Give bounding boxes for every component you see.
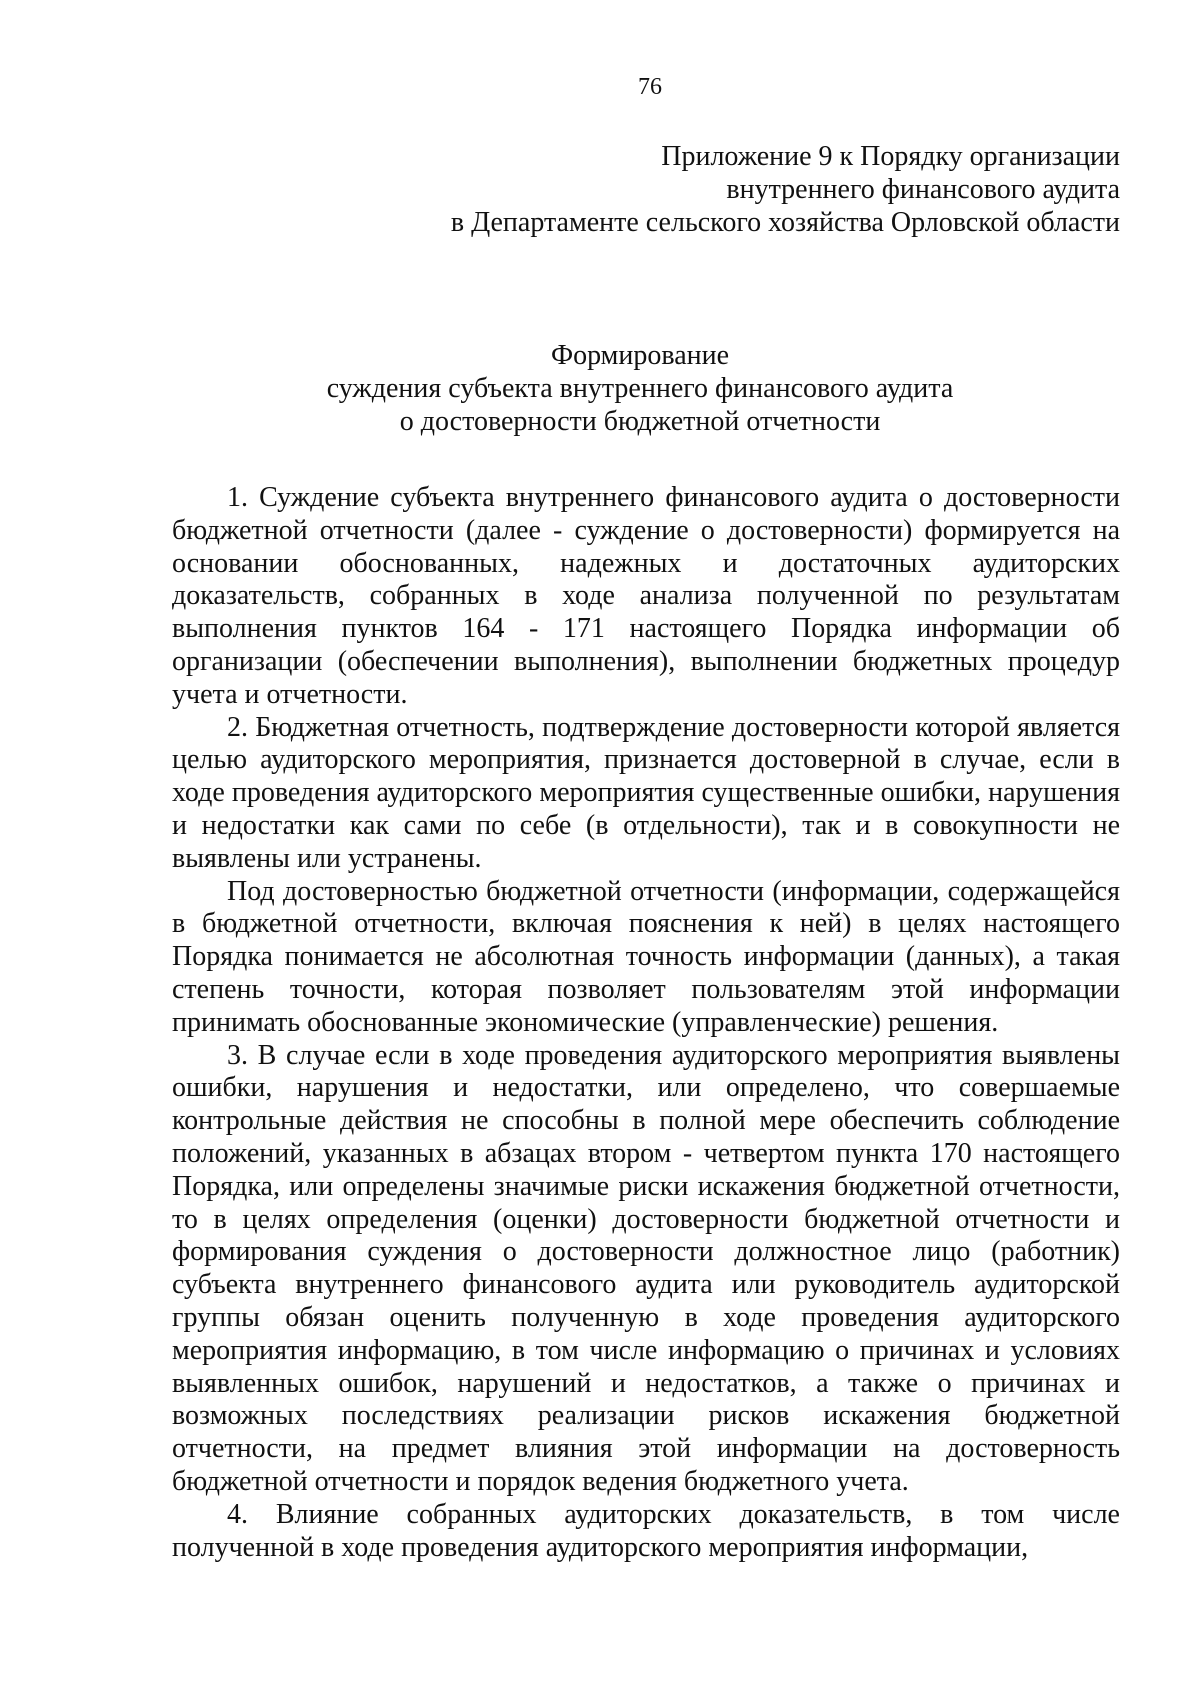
appendix-line: внутреннего финансового аудита [726,174,1120,205]
document-title [160,339,1120,438]
paragraph-2: 2. Бюджетная отчетность, подтверждение достоверности которой является целью аудиторского мероприятия, признается достоверной в случае, если в ходе проведения аудиторского мероприятия существенные ошибки, нарушения и недостатки как сами по себе (в отдельности), так и в совокупности не выявлены или устранены. [172,711,1120,874]
appendix-line: Приложение 9 к Порядку организации [661,141,1120,172]
document-body [172,482,1120,1564]
title-line: суждения субъекта внутреннего финансового аудита [326,373,954,404]
paragraph-5: 4. Влияние собранных аудиторских доказательств, в том числе полученной в ходе проведения аудиторского мероприятия информации, [172,1498,1120,1563]
title-line: о достоверности бюджетной отчетности [399,406,881,437]
appendix-line: в Департаменте сельского хозяйства Орловской области [450,207,1120,238]
page-number: 76 [638,74,662,100]
paragraph-4: 3. В случае если в ходе проведения аудиторского мероприятия выявлены ошибки, нарушения и недостатки, или определено, что совершаемые контрольные действия не способны в полной мере обеспечить соблюдение положений, указанных в абзацах втором - четвертом пункта 170 настоящего Порядка, или определены значимые риски искажения бюджетной отчетности, то в целях определения (оценки) достоверности бюджетной отчетности и формирования суждения о достоверности должностное лицо (работник) субъекта внутреннего финансового аудита или руководитель аудиторской группы обязан оценить полученную в ходе проведения аудиторского мероприятия информацию, в том числе информацию о причинах и условиях выявленных ошибок, нарушений и недостатков, а также о причинах и возможных последствиях реализации рисков искажения бюджетной отчетности, на предмет влияния этой информации на достоверность бюджетной отчетности и порядок ведения бюджетного учета. [172,1039,1120,1497]
paragraph-3: Под достоверностью бюджетной отчетности (информации, содержащейся в бюджетной отчетности, включая пояснения к ней) в целях настоящего Порядка понимается не абсолютная точность информации (данных), а такая степень точности, которая позволяет пользователям этой информации принимать обоснованные экономические (управленческие) решения. [172,875,1120,1038]
paragraph-1: 1. Суждение субъекта внутреннего финансового аудита о достоверности бюджетной отчетности (далее - суждение о достоверности) формируется на основании обоснованных, надежных и достаточных аудиторских доказательств, собранных в ходе анализа полученной по результатам выполнения пунктов 164 - 171 настоящего Порядка информации об организации (обеспечении выполнения), выполнении бюджетных процедур учета и отчетности. [172,482,1120,710]
appendix-header [400,140,1120,239]
title-line: Формирование [550,340,730,371]
